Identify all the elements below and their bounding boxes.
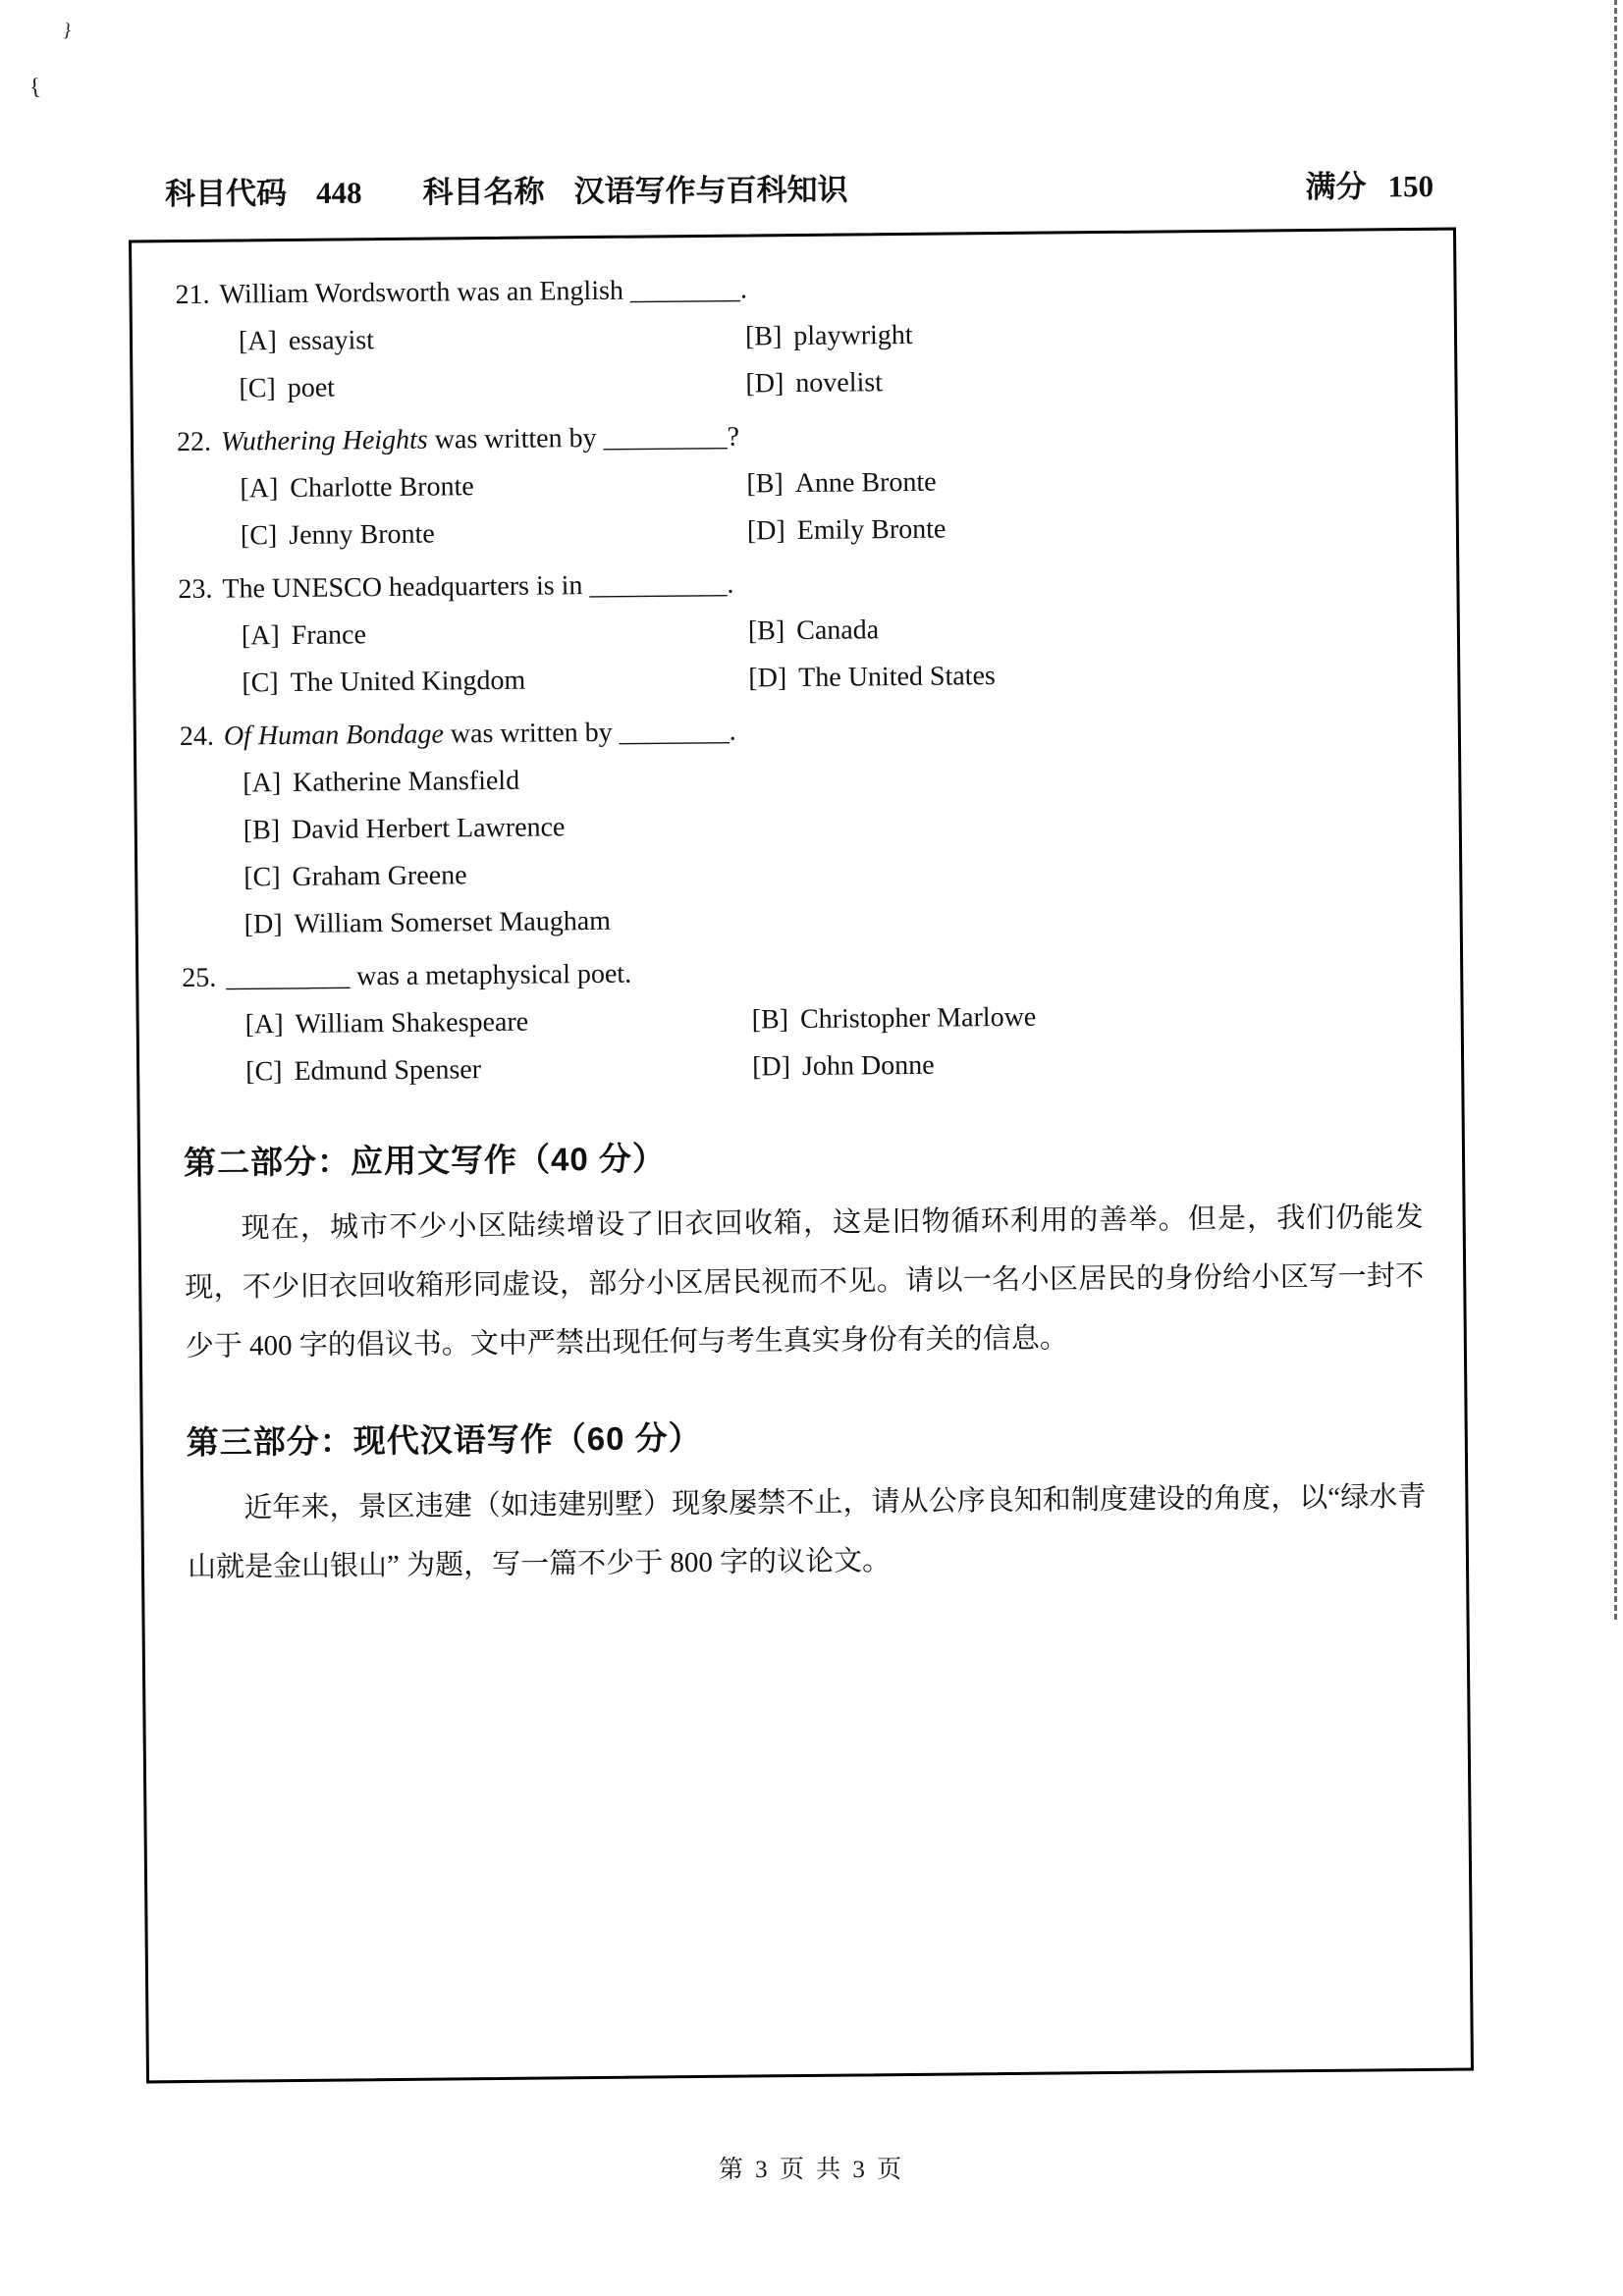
subject-code-label: 科目代码 [164,176,288,211]
full-score-value: 150 [1387,169,1434,204]
option-label: [A] [243,768,282,799]
writing-sections [184,1126,1427,1597]
option-label: [B] [744,321,783,352]
option-label: [C] [242,667,279,699]
question-text: William Wordsworth was an English ________. [219,274,748,310]
option-text: Jenny Bronte [289,518,435,551]
full-score-label: 满分 [1305,169,1367,204]
options-group [180,749,1421,949]
option-label: [A] [241,620,280,652]
option [745,354,1415,408]
subject-name-value: 汉语写作与百科知识 [573,172,848,209]
options-group [177,454,1417,561]
section-paragraph: 近年来，景区违建（如违建别墅）现象屡禁不止，请从公序良知和制度建设的角度，以“绿水青山就是金山银山” 为题，写一篇不少于 800 字的议论文。 [187,1480,1427,1584]
options-group [176,307,1416,413]
option-label: [B] [243,815,281,846]
option-label: [C] [239,373,276,404]
option-label: [B] [746,468,784,500]
question-text: _________ was a metaphysical poet. [226,958,632,993]
option [239,314,745,366]
option-text: Christopher Marlowe [799,1001,1037,1036]
options-group [179,602,1419,708]
questions-section [175,260,1422,1096]
option-label: [C] [240,520,278,552]
option-text: Emily Bronte [796,513,947,547]
option [241,508,747,561]
page-header [165,161,1434,213]
option-label: [D] [745,368,784,400]
option-label: [A] [244,1009,284,1041]
option-label: [D] [746,515,785,547]
subject-code-value: 448 [315,175,362,211]
option-text: William Shakespeare [295,1006,529,1040]
option-text: Katherine Mansfield [293,765,520,798]
option-label: [C] [243,862,281,893]
option-label: [D] [748,663,787,694]
option [747,502,1417,556]
option-text: John Donne [801,1049,935,1082]
option [746,454,1416,508]
question-text: Wuthering Heights [220,424,428,457]
section-paragraph: 现在，城市不少小区陆续增设了旧衣回收箱，这是旧物循环利用的善举。但是，我们仍能发现，不少旧衣回收箱形同虚设，部分小区居民视而不见。请以一名小区居民的身份给小区写一封不少于 400 字的倡议书。文中严禁出现任何与考生真实身份有关的信息。 [185,1201,1425,1363]
content-box [129,228,1474,2084]
option-text: poet [287,372,336,403]
page-footer [0,2150,1623,2185]
question-text: was written by _________? [427,421,740,455]
question-text: Of Human Bondage [223,719,444,752]
subject-name-label: 科目名称 [422,174,545,210]
option-text: Charlotte Bronte [290,471,474,504]
question-number: 23. [178,573,213,606]
options-group [182,990,1422,1096]
option-label: [B] [747,615,785,647]
option-text: Graham Greene [292,860,467,892]
scan-artifact-scratch [1614,0,1617,1620]
scan-artifact-mark: } [61,19,75,42]
section-heading: 第二部分：应用文写作（40 分） [183,1140,667,1182]
option [244,996,751,1048]
option [245,1043,752,1095]
option-text: William Somerset Maugham [294,905,612,939]
option [239,361,745,413]
option [242,608,748,660]
option [751,990,1421,1044]
option [745,307,1415,361]
question-text: The UNESCO headquarters is in __________. [222,568,734,605]
option-text: essayist [288,325,375,356]
question-number: 22. [176,426,212,458]
option [243,890,1420,948]
option-text: David Herbert Lawrence [291,812,566,845]
option [748,649,1418,703]
question-number: 24. [179,721,215,753]
option-text: Anne Bronte [794,466,937,500]
option-label: [A] [240,473,279,505]
option [242,655,748,707]
question-number: 25. [182,962,217,994]
option [748,602,1418,656]
question-number: 21. [175,279,210,311]
option-text: The United States [798,661,996,694]
option-text: Edmund Spenser [294,1054,482,1087]
section-heading: 第三部分：现代汉语写作（60 分） [186,1418,702,1462]
option-text: France [291,619,367,651]
scan-artifact-mark: { [27,74,42,101]
option-label: [C] [245,1056,283,1088]
option-text: Canada [796,614,880,647]
full-score [1305,161,1434,206]
option [752,1038,1422,1092]
option-text: The United Kingdom [290,665,526,698]
option-label: [A] [238,326,278,357]
question-text: was written by ________. [443,716,736,750]
option [240,461,746,513]
option-label: [D] [751,1051,791,1083]
option-label: [D] [243,909,283,940]
option-text: novelist [795,367,884,400]
option-text: playwright [793,319,913,352]
option-label: [B] [751,1004,789,1036]
page-number: 第 3 页 共 3 页 [718,2157,905,2183]
